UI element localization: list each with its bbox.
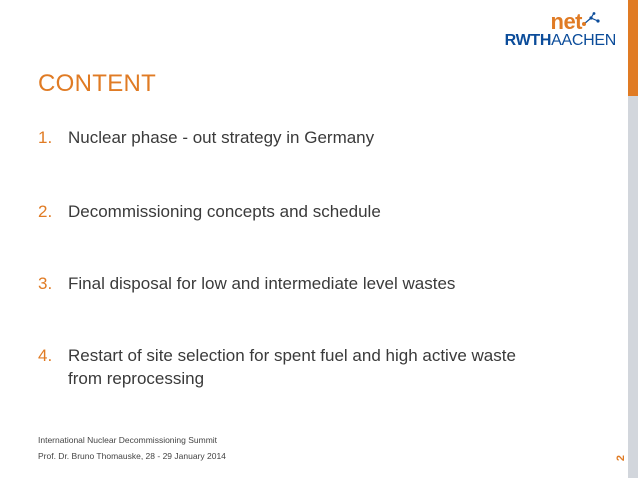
list-item-number: 1. [38,128,53,147]
logo [496,10,616,52]
list-item-number: 4. [38,346,53,365]
footer-author-date: Prof. Dr. Bruno Thomauske, 28 - 29 January 2014 [38,451,226,461]
footer-event: International Nuclear Decommissioning Summit [38,435,218,445]
edge-grey-bar [628,96,638,478]
list-item [38,272,568,295]
page-number: 2 [614,454,627,462]
edge-accent-bar [628,0,638,96]
slide-title: CONTENT [38,70,157,97]
list-item-text: Restart of site selection for spent fuel and high active waste from reprocessing [68,346,516,388]
list-item [38,126,568,149]
logo-network-icon [582,12,600,28]
list-item [38,200,568,223]
list-item-text: Final disposal for low and intermediate level wastes [68,274,456,293]
list-item-text: Nuclear phase - out strategy in Germany [68,128,375,147]
logo-net-text: net [550,9,582,34]
logo-rwth-bold: RWTH [504,32,552,49]
footer [38,432,226,464]
list-item-text: Decommissioning concepts and schedule [68,202,381,221]
logo-rwth-text [505,32,616,50]
logo-rwth-light: AACHEN [551,32,616,49]
list-item [38,344,538,390]
list-item-number: 2. [38,202,53,221]
list-item-number: 3. [38,274,53,293]
